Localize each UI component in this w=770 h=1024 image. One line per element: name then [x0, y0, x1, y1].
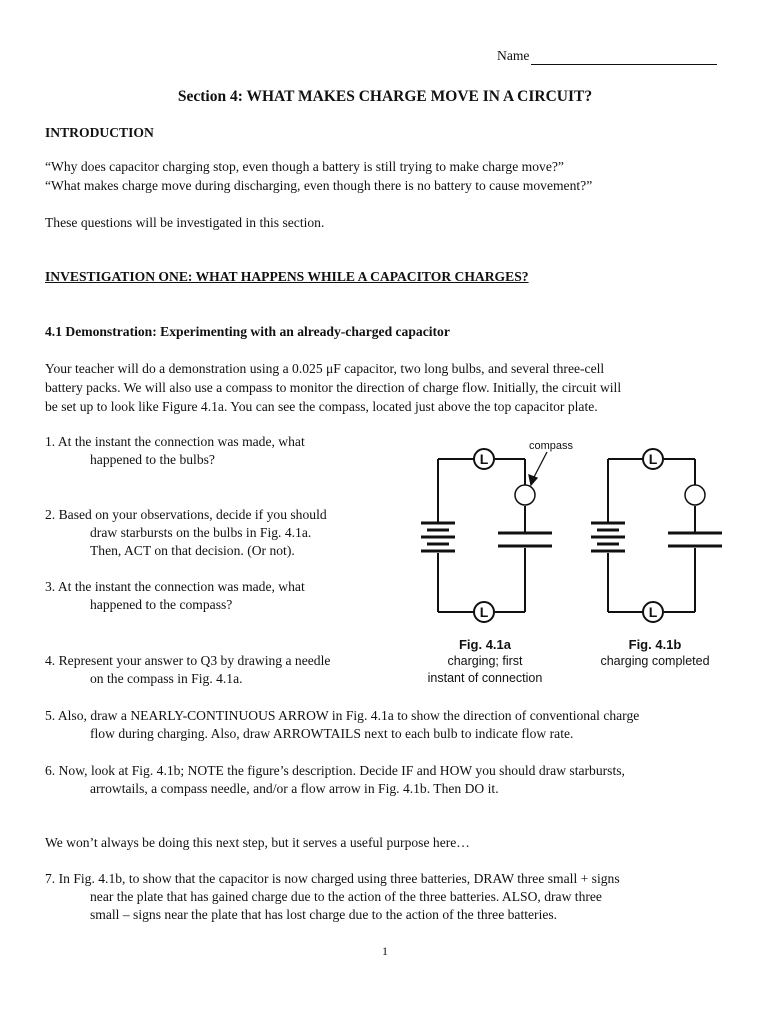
compass-a-icon: [515, 485, 535, 505]
investigation-paragraph-line-1: Your teacher will do a demonstration using a 0.025 μF capacitor, two long bulbs, and several three-cell: [45, 361, 605, 376]
page-number: 1: [382, 944, 388, 958]
demonstration-heading: 4.1 Demonstration: Experimenting with an already-charged capacitor: [45, 324, 450, 339]
question-2: [45, 506, 327, 560]
intro-quote-1: “Why does capacitor charging stop, even though a battery is still trying to make charge move?”: [45, 159, 564, 174]
figure-a-caption-line-1: charging; first: [447, 654, 523, 668]
question-7: [45, 870, 620, 924]
battery-pack-a: [421, 523, 455, 551]
bulb-b-bottom-icon: [643, 602, 663, 622]
question-6: [45, 762, 625, 798]
figure-b-caption-line-1: charging completed: [600, 654, 710, 668]
question-3-line-2: happened to the compass?: [90, 597, 233, 612]
figure-b-caption: [580, 636, 730, 670]
investigation-paragraph-line-3: be set up to look like Figure 4.1a. You can see the compass, located just above the top capacitor plate.: [45, 399, 598, 414]
intro-note: These questions will be investigated in this section.: [45, 215, 325, 230]
bulb-b-bottom-letter: L: [648, 604, 658, 620]
capacitor-a: [498, 533, 552, 546]
question-7-line-1: 7. In Fig. 4.1b, to show that the capacitor is now charged using three batteries, DRAW three small + signs: [45, 871, 620, 886]
question-1-line-1: 1. At the instant the connection was made, what: [45, 434, 305, 449]
figure-a-caption-line-2: instant of connection: [427, 671, 543, 685]
capacitor-b: [668, 533, 722, 546]
bulb-a-top-letter: L: [479, 451, 489, 467]
bulb-a-top-icon: [474, 449, 494, 469]
battery-pack-b: [591, 523, 625, 551]
figure-a-caption: [410, 636, 560, 687]
bulb-b-top-icon: [643, 449, 663, 469]
bulb-a-bottom-letter: L: [479, 604, 489, 620]
question-7-line-2: near the plate that has gained charge due to the action of the three batteries. ALSO, draw three: [90, 889, 602, 904]
question-4-line-1: 4. Represent your answer to Q3 by drawing a needle: [45, 653, 331, 668]
question-7-line-3: small – signs near the plate that has lost charge due to the action of the three batteries.: [90, 907, 558, 922]
question-6-line-1: 6. Now, look at Fig. 4.1b; NOTE the figure’s description. Decide IF and HOW you should draw starbursts,: [45, 763, 625, 778]
question-4-line-2: on the compass in Fig. 4.1a.: [90, 671, 243, 686]
figure-b-label: Fig. 4.1b: [628, 637, 682, 652]
question-4: [45, 652, 330, 688]
question-1: [45, 433, 305, 469]
introduction-heading: INTRODUCTION: [45, 125, 154, 140]
investigation-heading: INVESTIGATION ONE: WHAT HAPPENS WHILE A CAPACITOR CHARGES?: [45, 269, 529, 284]
intro-quote-2: “What makes charge move during discharging, even though there is no battery to cause movement?”: [45, 178, 593, 193]
compass-b-icon: [685, 485, 705, 505]
question-2-line-1: 2. Based on your observations, decide if you should: [45, 507, 327, 522]
interlude-text: We won’t always be doing this next step, but it serves a useful purpose here…: [45, 835, 470, 850]
bulb-b-top-letter: L: [648, 451, 658, 467]
question-3-line-1: 3. At the instant the connection was made, what: [45, 579, 305, 594]
question-5-line-2: flow during charging. Also, draw ARROWTAILS next to each bulb to indicate flow rate.: [90, 726, 574, 741]
question-1-line-2: happened to the bulbs?: [90, 452, 215, 467]
investigation-paragraph-line-2: battery packs. We will also use a compass to monitor the direction of charge flow. Initially, the circuit will: [45, 380, 622, 395]
question-2-line-3: Then, ACT on that decision. (Or not).: [90, 543, 295, 558]
compass-pointer-arrow-icon: [529, 452, 547, 485]
question-6-line-2: arrowtails, a compass needle, and/or a flow arrow in Fig. 4.1b. Then DO it.: [90, 781, 499, 796]
question-5: [45, 707, 639, 743]
page-title: Section 4: WHAT MAKES CHARGE MOVE IN A CIRCUIT?: [177, 88, 593, 105]
question-2-line-2: draw starbursts on the bulbs in Fig. 4.1a.: [90, 525, 312, 540]
name-blank-line: [531, 50, 717, 65]
compass-label: compass: [529, 440, 574, 452]
name-field: [497, 47, 717, 65]
question-3: [45, 578, 305, 614]
name-label: Name: [497, 48, 530, 63]
figure-a-label: Fig. 4.1a: [458, 637, 512, 652]
question-5-line-1: 5. Also, draw a NEARLY-CONTINUOUS ARROW in Fig. 4.1a to show the direction of conventional charge: [45, 708, 640, 723]
bulb-a-bottom-icon: [474, 602, 494, 622]
